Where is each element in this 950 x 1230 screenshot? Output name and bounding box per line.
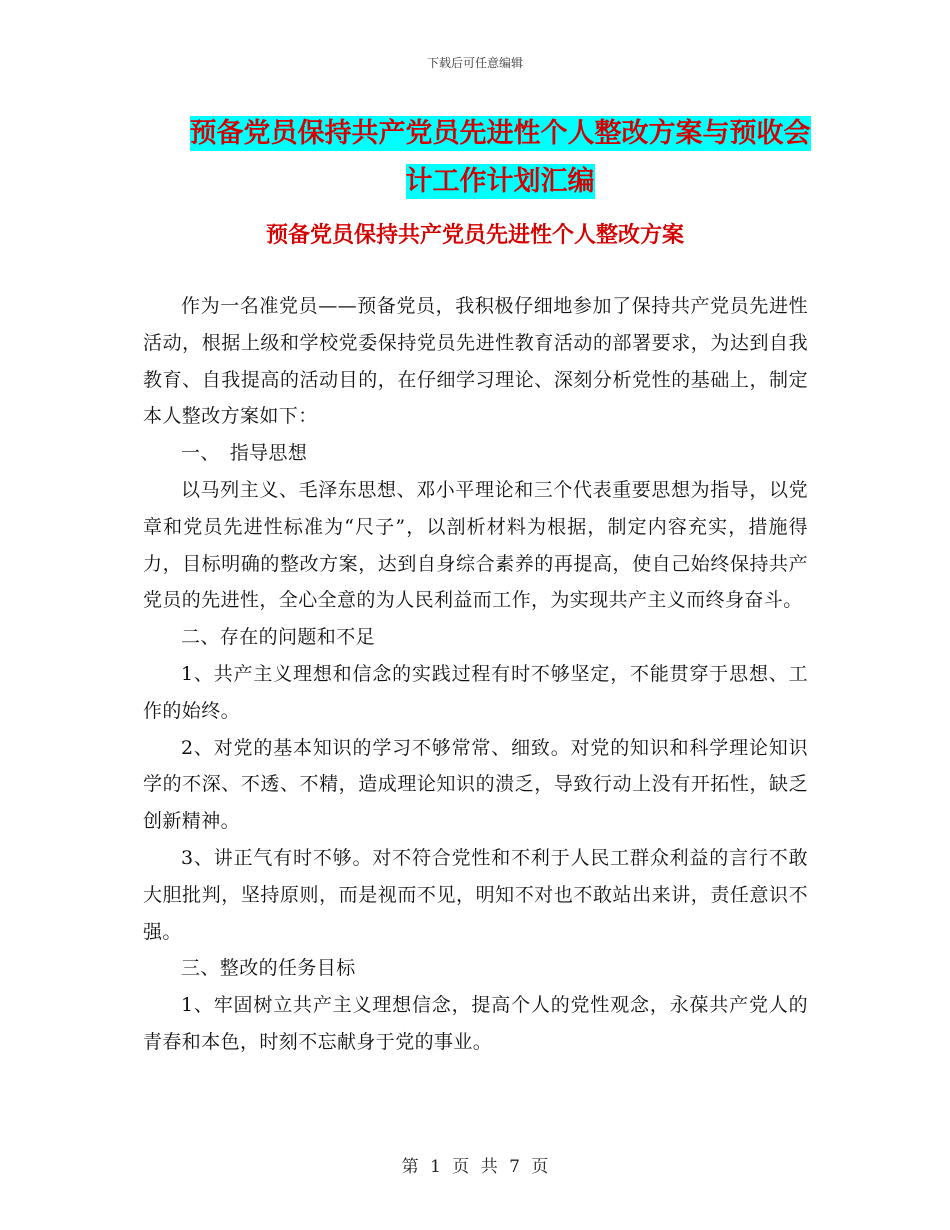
paragraph-goal-1: 1、牢固树立共产主义理想信念，提高个人的党性观念，永葆共产党人的青春和本色，时刻不忘献身于党的事业。 xyxy=(143,994,808,1053)
paragraph-guiding-ideology: 以马列主义、毛泽东思想、邓小平理论和三个代表重要思想为指导，以党章和党员先进性标准为“尺子”，以剖析材料为根据，制定内容充实，措施得力，目标明确的整改方案，达到自身综合素养的再提高，使自己始终保持共产党员的先进性，全心全意的为人民利益而工作，为实现共产主义而终身奋斗。 xyxy=(143,478,808,612)
paragraph-problem-3: 3、讲正气有时不够。对不符合党性和不利于人民工群众利益的言行不敢大胆批判，坚持原则，而是视而不见，明知不对也不敢站出来讲，责任意识不强。 xyxy=(143,846,808,943)
paragraph-problem-2: 2、对党的基本知识的学习不够常常、细致。对党的知识和科学理论知识学的不深、不透、不精，造成理论知识的溃乏，导致行动上没有开拓性，缺乏创新精神。 xyxy=(143,736,808,833)
header-note: 下载后可任意编辑 xyxy=(426,56,523,70)
paragraph-problem-1: 1、共产主义理想和信念的实践过程有时不够坚定，不能贯穿于思想、工作的始终。 xyxy=(143,662,808,722)
document-title-text: 预备党员保持共产党员先进性个人整改方案与预收会计工作计划汇编 xyxy=(189,118,811,197)
document-title xyxy=(180,110,820,206)
page-number: 第 1 页 共 7 页 xyxy=(401,1157,549,1177)
heading-problems: 二、存在的问题和不足 xyxy=(181,626,376,649)
body-text xyxy=(143,288,808,1061)
paragraph-intro: 作为一名准党员——预备党员，我积极仔细地参加了保持共产党员先进性活动，根据上级和学校党委保持党员先进性教育活动的部署要求，为达到自我教育、自我提高的活动目的，在仔细学习理论、深刻分析党性的基础上，制定本人整改方案如下： xyxy=(143,295,808,428)
heading-guiding-ideology: 一、 指导思想 xyxy=(181,442,308,465)
heading-goals: 三、整改的任务目标 xyxy=(181,957,356,980)
section-title: 预备党员保持共产党员先进性个人整改方案 xyxy=(265,223,684,248)
